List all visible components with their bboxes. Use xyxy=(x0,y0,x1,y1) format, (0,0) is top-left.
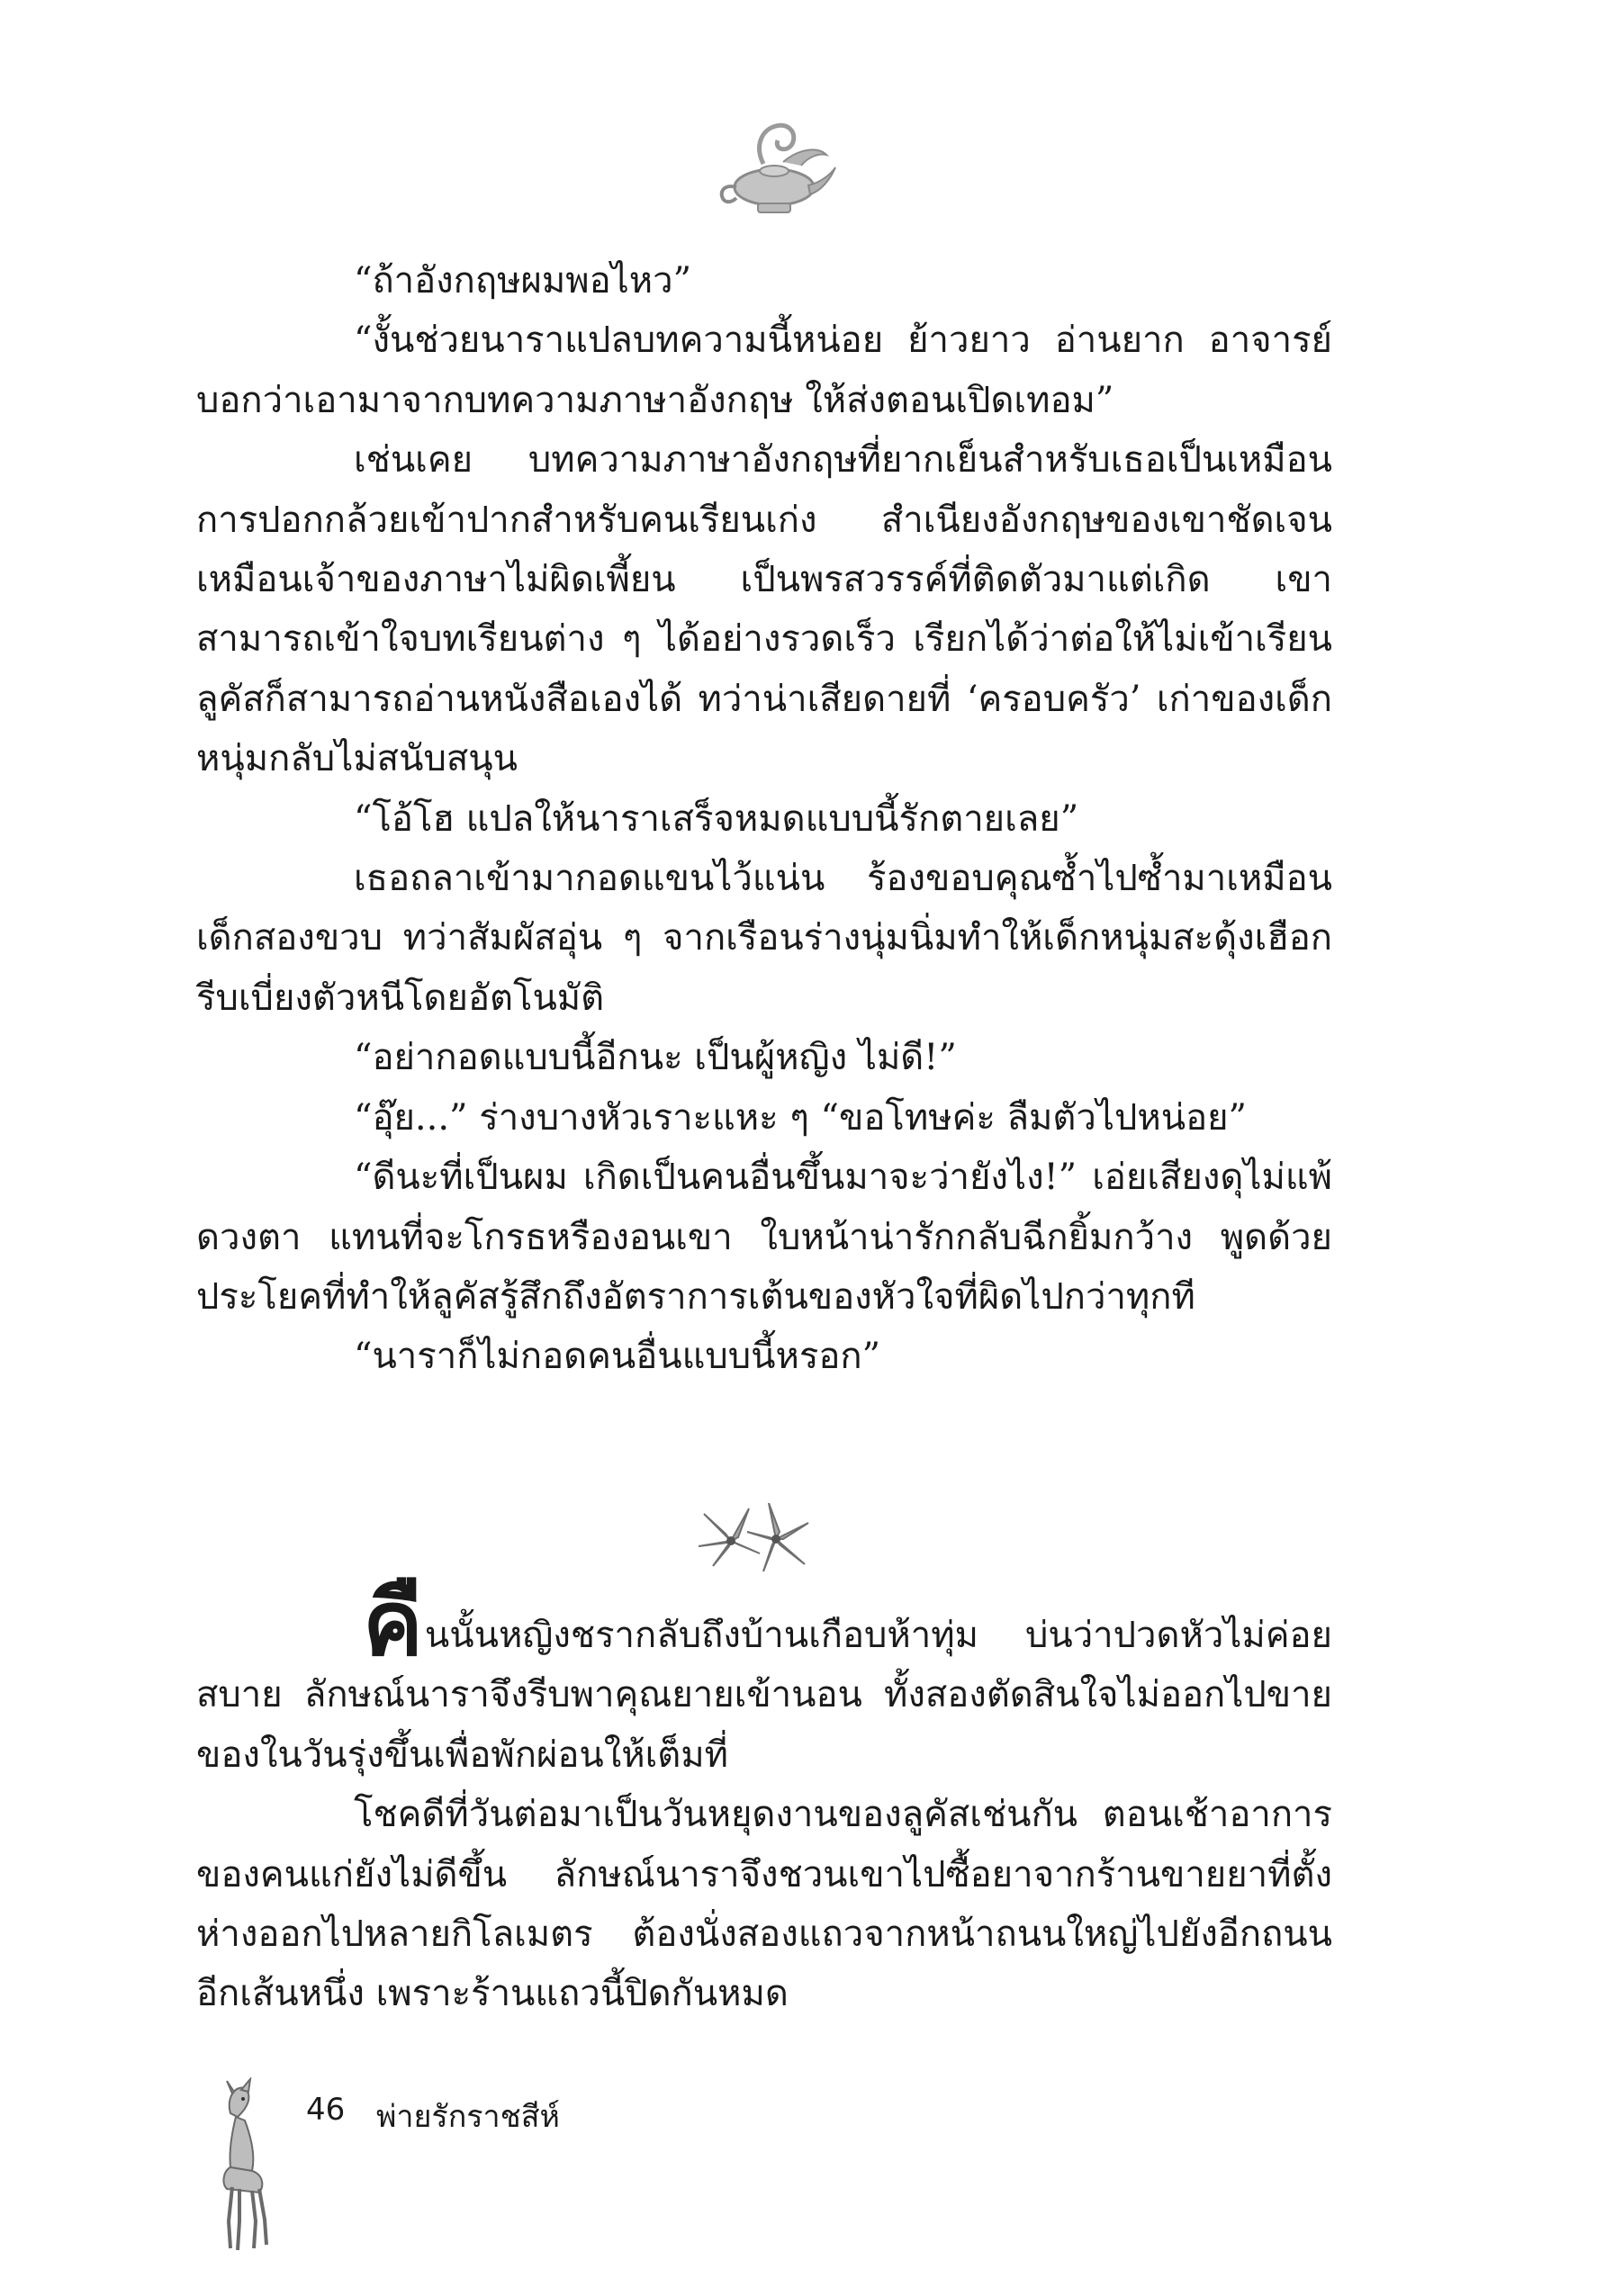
drop-cap: คื xyxy=(363,1570,423,1676)
paragraph-text: นนั้นหญิงชรากลับถึงบ้านเกือบห้าทุ่ม บ่นว่าปวดหัวไม่ค่อยสบาย ลักษณ์นาราจึงรีบพาคุณยายเข้านอน ทั้งสองตัดสินใจไม่ออกไปขายของในวันรุ่งขึ้นเพื่อพักผ่อนให้เต็มที่ xyxy=(196,1615,1332,1776)
paragraph: “ดีนะที่เป็นผม เกิดเป็นคนอื่นขึ้นมาจะว่ายังไง!” เอ่ยเสียงดุไม่แพ้ดวงตา แทนที่จะโกรธหรืองอนเขา ใบหน้าน่ารักกลับฉีกยิ้มกว้าง พูดด้วยประโยคที่ทำให้ลูคัสรู้สึกถึงอัตราการเต้นของหัวใจที่ผิดไปกว่าทุกที xyxy=(196,1157,1332,1318)
paragraph: เช่นเคย บทความภาษาอังกฤษที่ยากเย็นสำหรับเธอเป็นเหมือนการปอกกล้วยเข้าปากสำหรับคนเรียนเก่ง สำเนียงอังกฤษของเขาชัดเจนเหมือนเจ้าของภาษาไม่ผิดเพี้ยน เป็นพรสวรรค์ที่ติดตัวมาแต่เกิด เขาสามารถเข้าใจบทเรียนต่าง ๆ ได้อย่างรวดเร็ว เรียกได้ว่าต่อให้ไม่เข้าเรียนลูคัสก็สามารถอ่านหนังสือเองได้ ทว่าน่าเสียดายที่ ‘ครอบครัว’ เก่าของเด็กหนุ่มกลับไม่สนับสนุน xyxy=(196,439,1332,780)
paragraph: “อย่ากอดแบบนี้อีกนะ เป็นผู้หญิง ไม่ดี!” xyxy=(354,1037,957,1079)
lily-flower-icon xyxy=(686,1487,821,1595)
paragraph: “อุ๊ย...” ร่างบางหัวเราะแหะ ๆ “ขอโทษค่ะ ลืมตัวไปหน่อย” xyxy=(354,1096,1247,1139)
paragraph: “โอ้โฮ แปลให้นาราเสร็จหมดแบบนี้รักตายเลย” xyxy=(354,797,1079,840)
body-text-section xyxy=(196,1570,1332,2024)
paragraph: “นาราก็ไม่กอดคนอื่นแบบนี้หรอก” xyxy=(354,1336,881,1378)
page-footer xyxy=(196,2077,826,2257)
paragraph: “ถ้าอังกฤษผมพอไหว” xyxy=(354,260,692,302)
paragraph: โชคดีที่วันต่อมาเป็นวันหยุดงานของลูคัสเช่นกัน ตอนเช้าอาการของคนแก่ยังไม่ดีขึ้น ลักษณ์นาราจึงชวนเขาไปซื้อยาจากร้านขายยาที่ตั้งห่างออกไปหลายกิโลเมตร ต้องนั่งสองแถวจากหน้าถนนใหญ่ไปยังอีกถนนอีกเส้นหนึ่ง เพราะร้านแถวนี้ปิดกันหมด xyxy=(196,1794,1332,2015)
page-number: 46 xyxy=(306,2092,346,2128)
genie-lamp-icon xyxy=(711,110,837,227)
paragraph-with-dropcap xyxy=(196,1570,1332,1785)
running-title: พ่ายรักราชสีห์ xyxy=(376,2099,560,2135)
paragraph: เธอถลาเข้ามากอดแขนไว้แน่น ร้องขอบคุณซ้ำไปซ้ำมาเหมือนเด็กสองขวบ ทว่าสัมผัสอุ่น ๆ จากเรือนร่างนุ่มนิ่มทำให้เด็กหนุ่มสะดุ้งเฮือกรีบเบี่ยงตัวหนีโดยอัตโนมัติ xyxy=(196,858,1332,1019)
body-text-top xyxy=(196,251,1332,1387)
paragraph: “งั้นช่วยนาราแปลบทความนี้หน่อย ย้าวยาว อ่านยาก อาจารย์บอกว่าเอามาจากบทความภาษาอังกฤษ ให้ส่งตอนเปิดเทอม” xyxy=(196,320,1332,421)
fawn-deer-icon xyxy=(196,2077,286,2257)
